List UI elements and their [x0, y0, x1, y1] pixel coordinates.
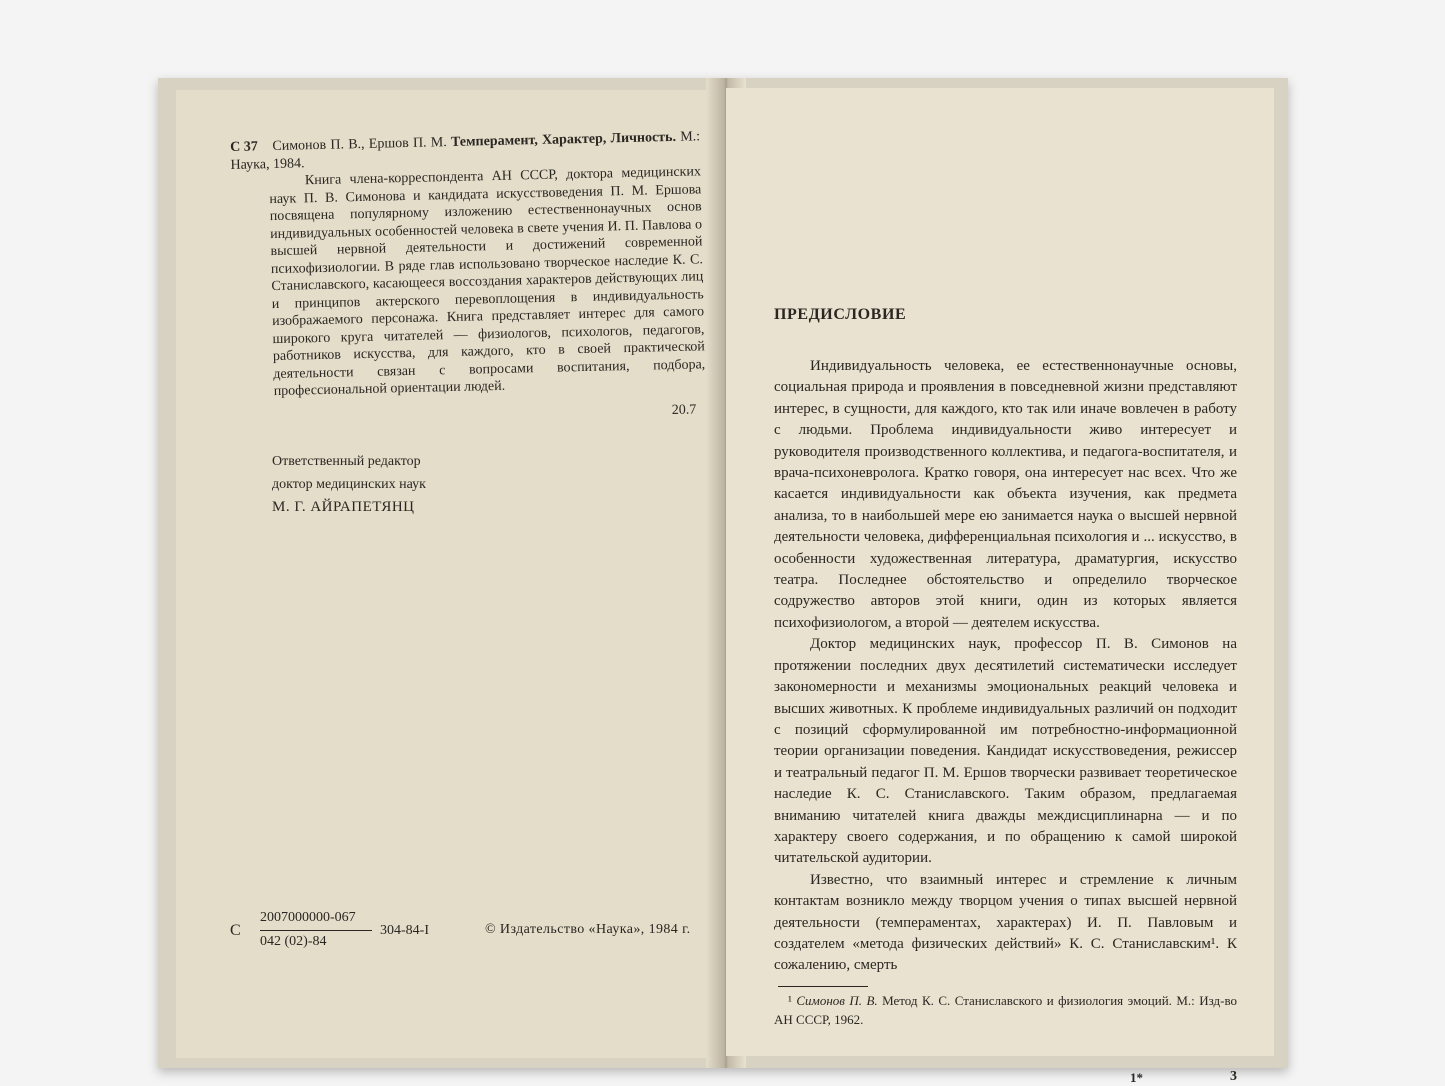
imprint-denominator: 042 (02)-84	[260, 934, 327, 949]
imprint-letter: С	[230, 922, 241, 939]
paragraph: Индивидуальность человека, ее естественнонаучные основы, социальная природа и проявления в повседневной жизни представляют интерес, в сущности, для каждого, кто так или иначе вовлечен в работу с людьми. Проблема индивидуальности живо интересует и руководителя производственного коллектива, и педагога-воспитателя, и врача-психоневролога. Кратко говоря, она интересует нас всех. Что же касается индивидуальности как объекта изучения, как предмета анализа, то в наибольшей мере ею занимается наука о высшей нервной деятельности человека, дифференциальная психология и ... искусство, в особенности художественная литература, драматургия, искусство театра. Последнее обстоятельство и определило творческое содружество авторов этой книги, один из которых является психофизиологом, а второй — деятелем искусства.	[774, 358, 1237, 631]
editor-role: Ответственный редактор	[272, 454, 421, 469]
editor-name: М. Г. АЙРАПЕТЯНЦ	[272, 499, 415, 515]
fraction-line	[260, 930, 372, 931]
open-book	[158, 78, 1288, 1085]
page-number: 3	[1230, 1069, 1237, 1084]
catalog-abstract	[230, 128, 706, 429]
abstract-authors: Симонов П. В., Ершов П. М.	[272, 135, 447, 155]
right-page	[726, 88, 1274, 1085]
abstract-price: 20.7	[671, 401, 697, 418]
catalog-code: С 37	[230, 139, 258, 155]
paragraph: Известно, что взаимный интерес и стремление к личным контактам возникло между творцом учения о типах высшей нервной деятельности (темпераментах, характерах) И. П. Павловым и создателем «метода физических действий» К. С. Станиславским¹. К сожалению, смерть	[774, 871, 1237, 974]
imprint-classifier: 304-84-I	[380, 923, 429, 938]
footnote-text: Метод К. С. Станиславского и физиология эмоций. М.: Изд-во АН СССР, 1962.	[774, 993, 1238, 1027]
editor-degree: доктор медицинских наук	[272, 477, 426, 492]
footnote-author: Симонов П. В.	[796, 993, 878, 1008]
copyright-line: © Издательство «Наука», 1984 г.	[485, 922, 691, 937]
preface-text	[774, 356, 1237, 977]
paragraph: Доктор медицинских наук, профессор П. В. Симонов на протяжении последних двух десятилетий систематически исследует закономерности и механизмы эмоциональных реакций человека и высших животных. К проблеме индивидуальных различий он подходит с позиций сформулированной им потребностно-информационной теории организации поведения. Кандидат искусствоведения, режиссер и театральный педагог П. М. Ершов творчески развивает теоретическое наследие К. С. Станиславского. Таким образом, предлагаемая вниманию читателей книга дважды междисциплинарна — и по характеру своего содержания, и по обращению к самой широкой читательской аудитории.	[774, 636, 1237, 867]
abstract-imprint: М.: Наука, 1984.	[230, 129, 701, 173]
imprint-block	[230, 910, 720, 960]
abstract-body: Книга члена-корреспондента АН СССР, доктора медицинских наук П. В. Симонова и кандидата искусствоведения П. М. Ершова посвящена популярному изложению естественнонаучных основ индивидуальных особенностей человека в свете учения И. П. Павлова о высшей нервной деятельности и достижений современной психофизиологии. В ряде глав использовано творческое наследие К. С. Станиславского, касающееся воссоздания характеров действующих лиц и принципов актерского перевоплощения в индивидуальность изображаемого персонажа. Книга представляет интерес для самого широкого круга читателей — физиологов, психологов, педагогов, работников искусства, для каждого, кто в своей практической деятельности связан с вопросами воспитания, подбора, профессиональной ориентации людей.	[269, 164, 706, 400]
abstract-title: Темперамент, Характер, Личность.	[450, 129, 677, 150]
signature-mark: 1*	[1130, 1070, 1143, 1085]
left-page	[176, 90, 721, 1058]
page-heading: ПРЕДИСЛОВИЕ	[774, 306, 907, 323]
footnote-rule	[778, 986, 868, 987]
editor-block	[272, 450, 672, 519]
footnote	[774, 991, 1237, 1029]
imprint-numerator: 2007000000-067	[260, 910, 356, 925]
footnote-mark: ¹	[788, 993, 792, 1008]
